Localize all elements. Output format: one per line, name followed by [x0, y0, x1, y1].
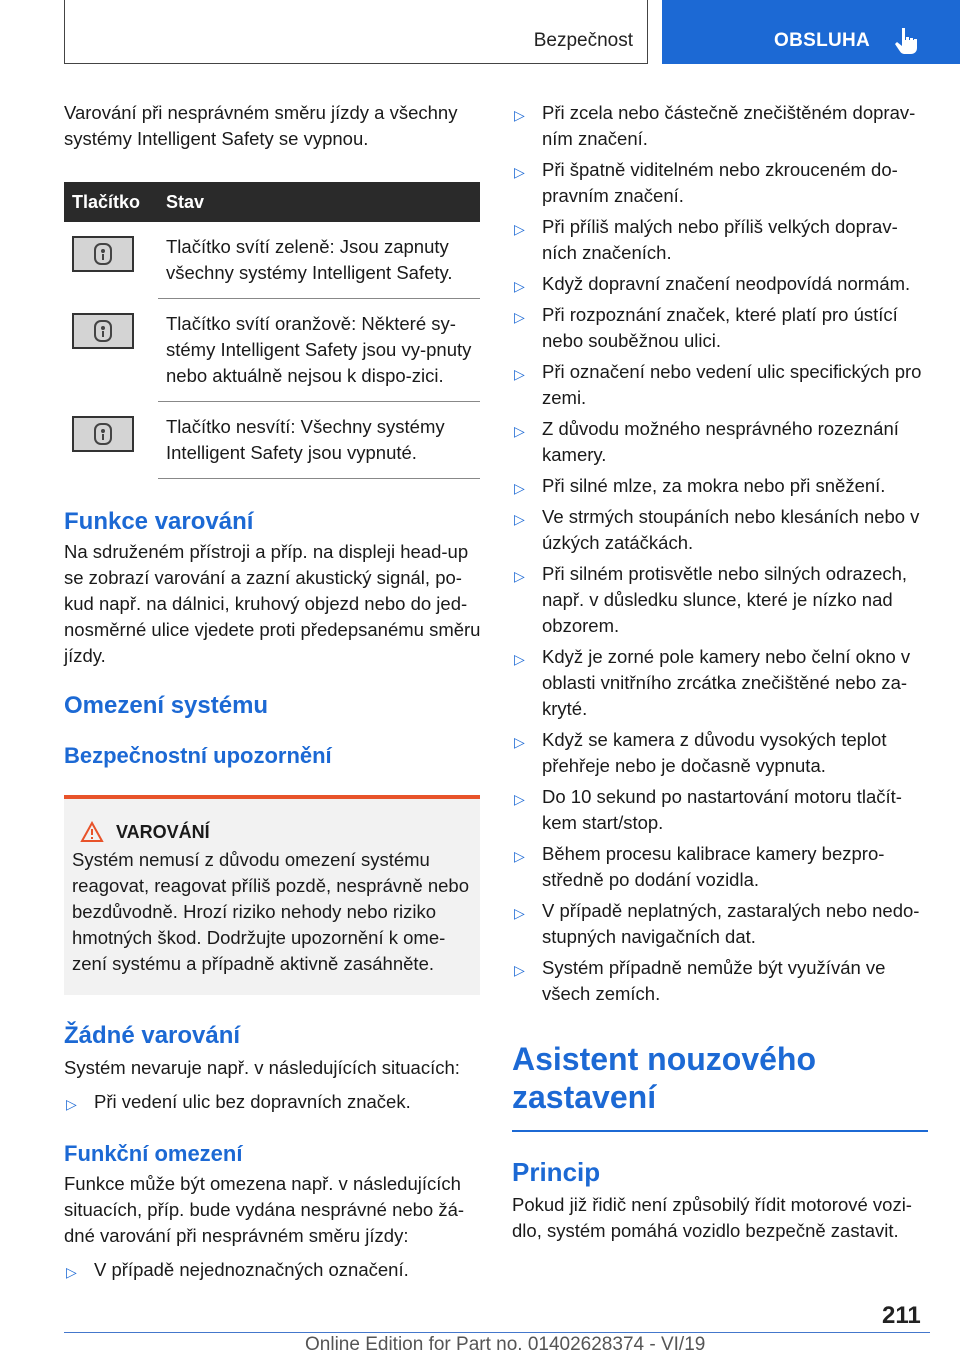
- list-item: ▷ Při vedení ulic bez dopravních značek.: [64, 1089, 482, 1115]
- list-item: ▷ Při špatně viditelném nebo zkrouceném do-pravním značení.: [514, 159, 898, 206]
- list-item: ▷ V případě nejednoznačných označení.: [64, 1257, 482, 1283]
- list-item: ▷ Při rozpoznání značek, které platí pro ústící nebo souběžnou ulici.: [514, 304, 898, 351]
- list-item: ▷ Systém případně nemůže být využíván ve všech zemích.: [514, 957, 886, 1004]
- list-item: ▷ Při zcela nebo částečně znečištěném doprav-ním značení.: [514, 102, 916, 149]
- table-header-state: Stav: [158, 182, 480, 222]
- hand-pointer-icon: [894, 26, 920, 54]
- header-frame: [64, 0, 648, 64]
- warning-triangle-icon: [80, 821, 104, 843]
- table-cell-state: Tlačítko svítí zeleně: Jsou zapnuty všechny systémy Intelligent Safety.: [158, 222, 480, 299]
- intelligent-safety-button-icon: [72, 236, 134, 272]
- heading-princip: Princip: [512, 1157, 601, 1187]
- funkcni-text: Funkce může být omezena např. v následujících situacích, příp. bude vydána nesprávné nebo žá-dné varování při nesprávném směru jízdy:: [64, 1173, 465, 1246]
- list-item: ▷ Z důvodu možného nesprávného rozeznání kamery.: [514, 418, 899, 465]
- triangle-bullet-icon: ▷: [514, 734, 525, 750]
- chapter-tab-label: OBSLUHA: [774, 30, 871, 51]
- funkce-text: Na sdruženém přístroji a příp. na displeji head-up se zobrazí varování a zazní akustický signál, po-kud např. na dálnici, kruhový objezd nebo do jed-nosměrné ulice vjedete proti předepsanému směru jízdy.: [64, 541, 481, 666]
- table-row: [64, 402, 480, 479]
- warning-box: [64, 795, 480, 995]
- intro-text: Varování při nesprávném směru jízdy a všechny systémy Intelligent Safety se vypnou.: [64, 102, 458, 149]
- heading-asistent-nouzoveho-zastaveni: Asistent nouzového zastavení: [512, 1041, 817, 1115]
- list-item: ▷ Při silné mlze, za mokra nebo při sněžení.: [512, 473, 930, 499]
- funkcni-list: [64, 1257, 482, 1283]
- intelligent-safety-button-icon: [72, 416, 134, 452]
- left-column: [64, 100, 482, 1283]
- zadne-text: Systém nevaruje např. v následujících situacích:: [64, 1057, 460, 1078]
- list-item: ▷ Ve strmých stoupáních nebo klesáních nebo v úzkých zatáčkách.: [514, 506, 920, 553]
- heading-bezpecnostni-upozorneni: Bezpečnostní upozornění: [64, 743, 332, 768]
- footer-text: Online Edition for Part no. 01402628374 - VI/19: [305, 1334, 706, 1355]
- table-row: [64, 222, 480, 299]
- heading-funkcni-omezeni: Funkční omezení: [64, 1141, 243, 1166]
- triangle-bullet-icon: ▷: [514, 568, 525, 584]
- list-item: ▷ Během procesu kalibrace kamery bezpro-středně po dodání vozidla.: [514, 843, 885, 890]
- zadne-list: [64, 1089, 482, 1115]
- triangle-bullet-icon: ▷: [514, 905, 525, 921]
- section-title: Bezpečnost: [533, 30, 633, 51]
- triangle-bullet-icon: ▷: [514, 164, 525, 180]
- triangle-bullet-icon: ▷: [514, 962, 525, 978]
- triangle-bullet-icon: ▷: [514, 278, 525, 294]
- table-row: [64, 299, 480, 402]
- triangle-bullet-icon: ▷: [514, 423, 525, 439]
- triangle-bullet-icon: ▷: [514, 366, 525, 382]
- triangle-bullet-icon: ▷: [514, 309, 525, 325]
- warning-title: VAROVÁNÍ: [116, 822, 210, 842]
- table-cell-state: Tlačítko nesvítí: Všechny systémy Intelligent Safety jsou vypnuté.: [158, 402, 480, 479]
- warning-text: Systém nemusí z důvodu omezení systému reagovat, reagovat příliš pozdě, nesprávně nebo bezdůvodně. Hrozí riziko nehody nebo riziko hmotných škod. Dodržujte upozornění k ome-zení systému a případně aktivně zasáhněte.: [72, 849, 469, 974]
- triangle-bullet-icon: ▷: [514, 651, 525, 667]
- triangle-bullet-icon: ▷: [514, 791, 525, 807]
- triangle-bullet-icon: ▷: [514, 107, 525, 123]
- heading-funkce-varovani: Funkce varování: [64, 508, 254, 535]
- limitations-list: [512, 100, 930, 1007]
- triangle-bullet-icon: ▷: [514, 848, 525, 864]
- list-item: ▷ Při silném protisvětle nebo silných odrazech, např. v důsledku slunce, které je nízko nad obzorem.: [514, 563, 908, 636]
- footer-rule: [64, 1332, 930, 1333]
- triangle-bullet-icon: ▷: [66, 1264, 77, 1280]
- right-column: [512, 100, 930, 1244]
- triangle-bullet-icon: ▷: [514, 480, 525, 496]
- list-item: ▷ Když dopravní značení neodpovídá normám.: [512, 271, 930, 297]
- heading-omezeni-systemu: Omezení systému: [64, 692, 269, 719]
- table-cell-state: Tlačítko svítí oranžově: Některé sy-stémy Intelligent Safety jsou vy-pnuty nebo aktuálně nejsou k dispo-zici.: [158, 299, 480, 402]
- list-item: ▷ Do 10 sekund po nastartování motoru tlačít-kem start/stop.: [514, 786, 902, 833]
- page-number: 211: [882, 1302, 921, 1329]
- list-item: ▷ Při příliš malých nebo příliš velkých doprav-ních značeních.: [514, 216, 898, 263]
- list-item: ▷ V případě neplatných, zastaralých nebo nedo-stupných navigačních dat.: [514, 900, 920, 947]
- list-item: ▷ Když je zorné pole kamery nebo čelní okno v oblasti vnitřního zrcátka znečištěné nebo za-kryté.: [514, 646, 911, 719]
- chapter-tab[interactable]: [662, 0, 960, 64]
- table-header-button: Tlačítko: [64, 182, 158, 222]
- triangle-bullet-icon: ▷: [514, 511, 525, 527]
- intelligent-safety-button-icon: [72, 313, 134, 349]
- list-item: ▷ Když se kamera z důvodu vysokých teplot přehřeje nebo je dočasně vypnuta.: [514, 729, 887, 776]
- princip-text: Pokud již řidič není způsobilý řídit motorové vozi-dlo, systém pomáhá vozidlo bezpečně zastavit.: [512, 1194, 912, 1241]
- triangle-bullet-icon: ▷: [514, 221, 525, 237]
- heading-zadne-varovani: Žádné varování: [64, 1022, 241, 1049]
- triangle-bullet-icon: ▷: [66, 1096, 77, 1112]
- button-state-table: [64, 182, 480, 479]
- list-item: ▷ Při označení nebo vedení ulic specifických pro zemi.: [514, 361, 922, 408]
